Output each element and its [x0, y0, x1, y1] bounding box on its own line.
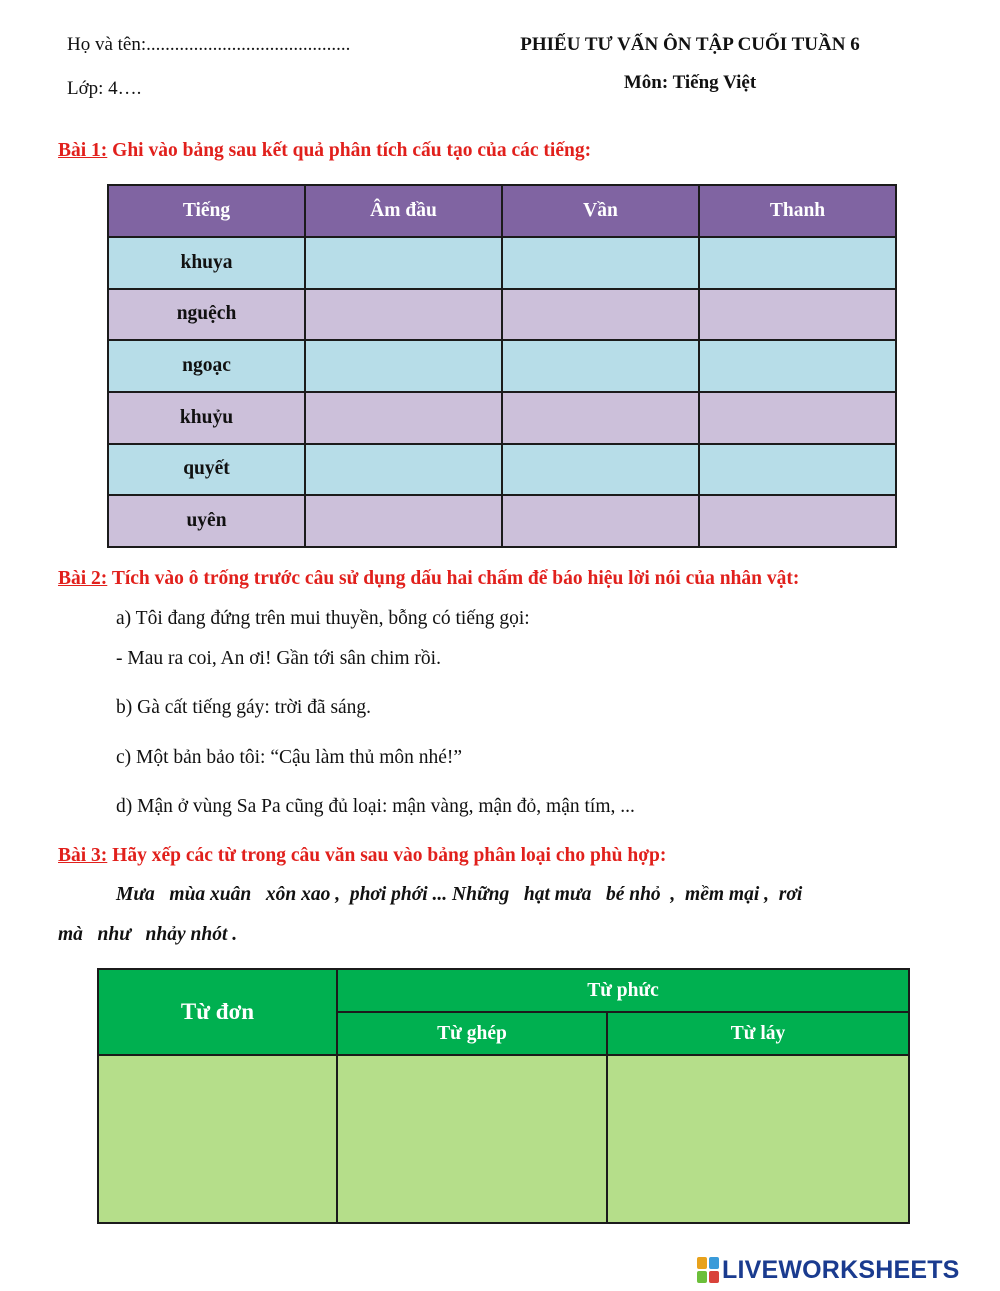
- word-cell: quyết: [108, 444, 305, 496]
- van-answer-cell[interactable]: [502, 495, 699, 547]
- am-dau-answer-cell[interactable]: [305, 289, 502, 341]
- passage-line-1: Mưa mùa xuân xôn xao , phơi phới ... Những hạt mưa bé nhỏ , mềm mại , rơi: [116, 884, 803, 905]
- van-input[interactable]: [503, 290, 698, 340]
- passage-line-2: mà như nhảy nhót .: [58, 924, 238, 945]
- tu-lay-answer-cell[interactable]: [607, 1055, 909, 1223]
- van-answer-cell[interactable]: [502, 289, 699, 341]
- thanh-input[interactable]: [700, 238, 895, 288]
- exercise-1-label: Bài 1:: [58, 140, 108, 161]
- word-cell: ngoạc: [108, 340, 305, 392]
- tu-ghep-answer-cell[interactable]: [337, 1055, 607, 1223]
- am-dau-input[interactable]: [306, 238, 501, 288]
- header-am-dau: Âm đầu: [305, 185, 502, 237]
- van-input[interactable]: [503, 238, 698, 288]
- thanh-input[interactable]: [700, 290, 895, 340]
- option-d[interactable]: d) Mận ở vùng Sa Pa cũng đủ loại: mận vàng, mận đỏ, mận tím, ...: [116, 796, 635, 817]
- header-tu-phuc: Từ phức: [337, 969, 909, 1012]
- exercise-3-heading: [58, 845, 666, 867]
- tu-don-answer-cell[interactable]: [98, 1055, 337, 1223]
- header-tieng: Tiếng: [108, 185, 305, 237]
- header-tu-lay: Từ láy: [607, 1012, 909, 1055]
- table-row: [108, 340, 896, 392]
- van-input[interactable]: [503, 445, 698, 495]
- van-answer-cell[interactable]: [502, 392, 699, 444]
- name-field-label: Họ và tên:...........................................: [67, 34, 351, 55]
- am-dau-answer-cell[interactable]: [305, 392, 502, 444]
- table-row: [108, 289, 896, 341]
- header-tu-ghep: Từ ghép: [337, 1012, 607, 1055]
- option-a-line1[interactable]: a) Tôi đang đứng trên mui thuyền, bỗng có tiếng gọi:: [116, 608, 530, 629]
- word-cell: khuya: [108, 237, 305, 289]
- exercise-1-instruction: Ghi vào bảng sau kết quả phân tích cấu tạo của các tiếng:: [107, 140, 592, 161]
- liveworksheets-logo-icon: [697, 1257, 719, 1283]
- thanh-input[interactable]: [700, 496, 895, 546]
- syllable-analysis-table: [107, 184, 897, 548]
- am-dau-input[interactable]: [306, 290, 501, 340]
- exercise-3-instruction: Hãy xếp các từ trong câu văn sau vào bảng phân loại cho phù hợp:: [107, 845, 667, 866]
- exercise-1-heading: [58, 140, 591, 162]
- exercise-3-label: Bài 3:: [58, 845, 108, 866]
- exercise-2-instruction: Tích vào ô trống trước câu sử dụng dấu hai chấm để báo hiệu lời nói của nhân vật:: [107, 568, 800, 589]
- header-thanh: Thanh: [699, 185, 896, 237]
- tu-lay-input[interactable]: [608, 1054, 908, 1220]
- thanh-answer-cell[interactable]: [699, 444, 896, 496]
- am-dau-answer-cell[interactable]: [305, 495, 502, 547]
- exercise-2-label: Bài 2:: [58, 568, 108, 589]
- van-answer-cell[interactable]: [502, 237, 699, 289]
- am-dau-input[interactable]: [306, 341, 501, 391]
- tu-don-input[interactable]: [99, 1054, 336, 1220]
- thanh-answer-cell[interactable]: [699, 495, 896, 547]
- liveworksheets-logo: [697, 1256, 960, 1284]
- thanh-input[interactable]: [700, 393, 895, 443]
- tu-ghep-input[interactable]: [338, 1054, 606, 1220]
- thanh-input[interactable]: [700, 445, 895, 495]
- word-cell: uyên: [108, 495, 305, 547]
- option-a-line2: - Mau ra coi, An ơi! Gần tới sân chim rồi.: [116, 648, 441, 669]
- am-dau-answer-cell[interactable]: [305, 237, 502, 289]
- van-input[interactable]: [503, 341, 698, 391]
- thanh-answer-cell[interactable]: [699, 289, 896, 341]
- word-cell: nguệch: [108, 289, 305, 341]
- table-row: [108, 495, 896, 547]
- van-answer-cell[interactable]: [502, 340, 699, 392]
- am-dau-input[interactable]: [306, 393, 501, 443]
- worksheet-subject: Môn: Tiếng Việt: [623, 72, 757, 93]
- table-row: [108, 392, 896, 444]
- header-tu-don: Từ đơn: [98, 969, 337, 1055]
- table-row: [108, 237, 896, 289]
- table-header-row: [108, 185, 896, 237]
- table-row: [108, 444, 896, 496]
- van-input[interactable]: [503, 496, 698, 546]
- am-dau-answer-cell[interactable]: [305, 340, 502, 392]
- thanh-input[interactable]: [700, 341, 895, 391]
- thanh-answer-cell[interactable]: [699, 340, 896, 392]
- header-van: Vần: [502, 185, 699, 237]
- van-input[interactable]: [503, 393, 698, 443]
- thanh-answer-cell[interactable]: [699, 237, 896, 289]
- thanh-answer-cell[interactable]: [699, 392, 896, 444]
- am-dau-answer-cell[interactable]: [305, 444, 502, 496]
- option-c[interactable]: c) Một bản bảo tôi: “Cậu làm thủ môn nhé!”: [116, 747, 463, 768]
- am-dau-input[interactable]: [306, 496, 501, 546]
- word-classification-table: [97, 968, 910, 1224]
- liveworksheets-logo-text: LIVEWORKSHEETS: [722, 1255, 960, 1284]
- exercise-2-heading: [58, 568, 799, 590]
- am-dau-input[interactable]: [306, 445, 501, 495]
- van-answer-cell[interactable]: [502, 444, 699, 496]
- option-b[interactable]: b) Gà cất tiếng gáy: trời đã sáng.: [116, 697, 372, 718]
- worksheet-title: PHIẾU TƯ VẤN ÔN TẬP CUỐI TUẦN 6: [520, 34, 860, 55]
- class-field-label: Lớp: 4….: [67, 78, 142, 99]
- word-cell: khuỷu: [108, 392, 305, 444]
